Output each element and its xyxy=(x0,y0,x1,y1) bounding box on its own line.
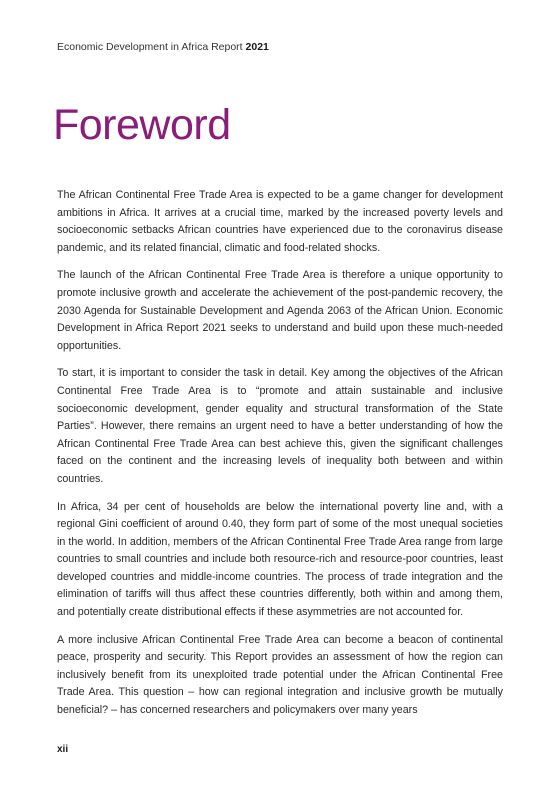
running-header xyxy=(57,41,269,53)
report-year: 2021 xyxy=(245,41,269,53)
body-text xyxy=(57,187,503,730)
paragraph-4: In Africa, 34 per cent of households are below the international poverty line and, with a regional Gini coefficient of around 0.40, they form part of some of the most unequal societies in the world. In addition, members of the African Continental Free Trade Area range from large countries to small countries and include both resource-rich and resource-poor countries, least developed countries and middle-income countries. The process of trade integration and the elimination of tariffs will thus affect these countries differently, both within and among them, and potentially create distributional effects if these asymmetries are not accounted for. xyxy=(57,500,503,619)
paragraph-5: A more inclusive African Continental Free Trade Area can become a beacon of continental peace, prosperity and security. This Report provides an assessment of how the region can inclusively benefit from its unexploited trade potential under the African Continental Free Trade Area. This question – how can regional integration and inclusive growth be mutually beneficial? – has concerned researchers and policymakers over many years xyxy=(57,633,503,717)
paragraph-3: To start, it is important to consider the task in detail. Key among the objectives of the African Continental Free Trade Area is to “promote and attain sustainable and inclusive socioeconomic development, gender equality and structural transformation of the State Parties”. However, there remains an urgent need to have a better understanding of how the African Continental Free Trade Area can best achieve this, given the significant challenges faced on the continent and the increasing levels of inequality both between and within countries. xyxy=(57,367,503,485)
report-title: Economic Development in Africa Report xyxy=(57,41,243,53)
page-number: xii xyxy=(57,744,69,755)
page-title: Foreword xyxy=(53,101,231,149)
paragraph-1: The African Continental Free Trade Area is expected to be a game changer for development ambitions in Africa. It arrives at a crucial time, marked by the increased poverty levels and socioeconomic setbacks African countries have experienced due to the coronavirus disease pandemic, and its related financial, climatic and food-related shocks. xyxy=(57,189,503,254)
paragraph-2: The launch of the African Continental Free Trade Area is therefore a unique opportunity to promote inclusive growth and accelerate the achievement of the post-pandemic recovery, the 2030 Agenda for Sustainable Development and Agenda 2063 of the African Union. Economic Development in Africa Report 2021 seeks to understand and build upon these much-needed opportunities. xyxy=(57,269,503,352)
